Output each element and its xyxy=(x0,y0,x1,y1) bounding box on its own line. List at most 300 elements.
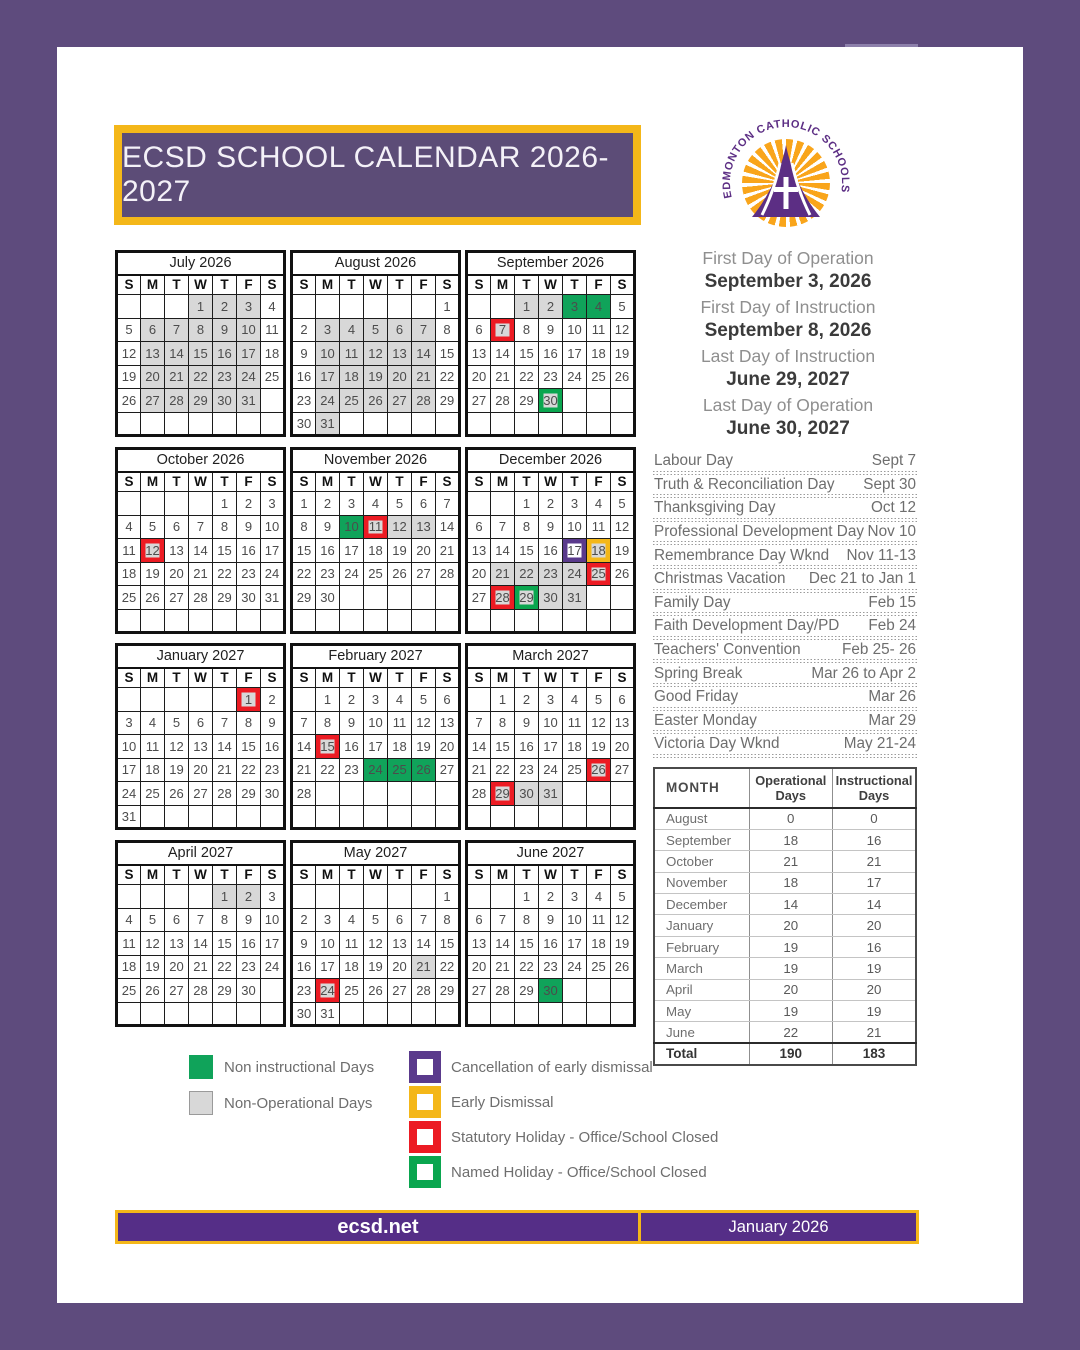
day-cell: 11 xyxy=(117,932,141,956)
day-cell xyxy=(515,1002,539,1026)
day-cell: 17 xyxy=(316,365,340,389)
day-cell xyxy=(340,1002,364,1026)
day-cell: 6 xyxy=(611,688,635,712)
day-cell xyxy=(587,1002,611,1026)
day-cell: 22 xyxy=(491,758,515,782)
day-cell: 2 xyxy=(539,295,563,319)
month-title: November 2026 xyxy=(292,449,460,472)
day-cell: 22 xyxy=(515,955,539,979)
month-title: January 2027 xyxy=(117,645,285,668)
day-cell xyxy=(261,389,285,413)
day-cell: 20 xyxy=(467,955,491,979)
dow-header: T xyxy=(165,275,189,295)
holiday-date: Feb 25- 26 xyxy=(842,641,916,659)
day-cell: 3 xyxy=(237,295,261,319)
day-cell: 28 xyxy=(467,782,491,806)
day-cell: 1 xyxy=(316,688,340,712)
day-cell: 25 xyxy=(587,562,611,586)
holiday-name: Easter Monday xyxy=(654,711,757,729)
dow-header: S xyxy=(261,865,285,885)
days-table-cell: 20 xyxy=(749,915,833,936)
day-cell xyxy=(189,885,213,909)
day-cell xyxy=(237,609,261,633)
day-cell: 13 xyxy=(141,342,165,366)
day-cell: 28 xyxy=(292,782,316,806)
dow-header: S xyxy=(467,668,491,688)
day-cell: 6 xyxy=(165,515,189,539)
day-cell: 4 xyxy=(388,688,412,712)
day-cell: 19 xyxy=(141,955,165,979)
days-table-cell: 190 xyxy=(749,1043,833,1064)
day-cell xyxy=(563,389,587,413)
day-cell: 4 xyxy=(117,908,141,932)
day-cell: 2 xyxy=(213,295,237,319)
dow-header: F xyxy=(412,668,436,688)
day-cell: 3 xyxy=(563,885,587,909)
day-cell: 28 xyxy=(412,979,436,1003)
day-cell xyxy=(237,805,261,829)
day-cell: 17 xyxy=(237,342,261,366)
day-cell xyxy=(364,1002,388,1026)
day-cell: 22 xyxy=(292,562,316,586)
day-cell xyxy=(436,609,460,633)
day-cell: 31 xyxy=(117,805,141,829)
day-cell: 19 xyxy=(364,955,388,979)
day-cell: 18 xyxy=(117,955,141,979)
day-cell xyxy=(467,805,491,829)
day-cell: 1 xyxy=(515,885,539,909)
day-cell: 5 xyxy=(117,318,141,342)
day-cell: 7 xyxy=(189,908,213,932)
page-edge-artifact xyxy=(845,44,918,47)
dow-header: S xyxy=(117,472,141,492)
day-cell: 17 xyxy=(563,342,587,366)
day-cell xyxy=(412,782,436,806)
day-cell: 20 xyxy=(388,955,412,979)
dow-header: T xyxy=(213,865,237,885)
day-cell xyxy=(189,412,213,436)
day-cell: 15 xyxy=(515,342,539,366)
day-cell: 11 xyxy=(587,318,611,342)
dow-header: W xyxy=(189,668,213,688)
day-cell: 29 xyxy=(436,979,460,1003)
day-cell xyxy=(213,805,237,829)
month-calendar xyxy=(290,643,461,830)
day-cell xyxy=(316,885,340,909)
day-cell xyxy=(141,295,165,319)
dow-header: F xyxy=(587,472,611,492)
dow-header: S xyxy=(117,668,141,688)
dow-header: M xyxy=(491,275,515,295)
dow-header: T xyxy=(388,865,412,885)
day-cell xyxy=(412,609,436,633)
footer-site-section xyxy=(118,1213,638,1241)
day-cell xyxy=(189,688,213,712)
day-cell: 13 xyxy=(467,342,491,366)
day-cell xyxy=(165,805,189,829)
day-cell xyxy=(587,782,611,806)
day-cell: 9 xyxy=(539,908,563,932)
day-cell: 8 xyxy=(316,711,340,735)
day-cell: 4 xyxy=(364,492,388,516)
dow-header: M xyxy=(141,275,165,295)
month-calendar xyxy=(115,250,286,437)
day-cell: 25 xyxy=(141,782,165,806)
day-cell: 19 xyxy=(611,932,635,956)
dow-header: F xyxy=(587,865,611,885)
day-cell xyxy=(261,609,285,633)
day-cell: 4 xyxy=(587,492,611,516)
legend-item xyxy=(409,1156,718,1188)
month-title: May 2027 xyxy=(292,842,460,865)
dow-header: T xyxy=(340,668,364,688)
day-cell: 1 xyxy=(213,885,237,909)
day-cell: 22 xyxy=(436,955,460,979)
month-title: February 2027 xyxy=(292,645,460,668)
day-cell xyxy=(340,295,364,319)
day-cell: 5 xyxy=(141,908,165,932)
day-cell xyxy=(189,609,213,633)
dow-header: T xyxy=(388,472,412,492)
holiday-date: Oct 12 xyxy=(870,499,916,517)
holiday-date: Mar 29 xyxy=(868,711,916,729)
day-cell: 5 xyxy=(141,515,165,539)
day-cell xyxy=(165,609,189,633)
day-cell xyxy=(237,412,261,436)
days-table-row xyxy=(654,979,916,1000)
day-cell: 3 xyxy=(316,318,340,342)
day-cell: 9 xyxy=(292,342,316,366)
days-table-cell: 17 xyxy=(833,872,917,893)
key-date-label: First Day of Instruction xyxy=(700,297,876,317)
day-cell: 6 xyxy=(467,318,491,342)
day-cell: 21 xyxy=(412,955,436,979)
month-title: August 2026 xyxy=(292,252,460,275)
dow-header: S xyxy=(292,472,316,492)
day-cell xyxy=(292,295,316,319)
footer-date-section xyxy=(641,1213,916,1241)
day-cell: 30 xyxy=(292,412,316,436)
legend-swatch-outline-gold xyxy=(409,1086,441,1118)
day-cell: 17 xyxy=(117,758,141,782)
day-cell xyxy=(388,609,412,633)
month-calendar xyxy=(465,447,636,634)
dow-header: S xyxy=(611,472,635,492)
day-cell xyxy=(117,688,141,712)
dow-header: W xyxy=(364,472,388,492)
day-cell xyxy=(364,782,388,806)
day-cell: 11 xyxy=(587,908,611,932)
days-table-cell: March xyxy=(654,958,749,979)
day-cell: 19 xyxy=(412,735,436,759)
days-table-cell: October xyxy=(654,851,749,872)
day-cell: 5 xyxy=(611,492,635,516)
month-calendar xyxy=(465,840,636,1027)
dow-header: M xyxy=(316,275,340,295)
holiday-name: Faith Development Day/PD xyxy=(654,617,840,635)
holiday-date: Dec 21 to Jan 1 xyxy=(808,570,916,588)
day-cell: 29 xyxy=(491,782,515,806)
day-cell: 16 xyxy=(515,735,539,759)
day-cell: 30 xyxy=(539,586,563,610)
day-cell: 17 xyxy=(316,955,340,979)
day-cell: 26 xyxy=(388,562,412,586)
day-cell: 2 xyxy=(340,688,364,712)
days-table-header: MONTH xyxy=(654,768,749,808)
dow-header: T xyxy=(515,275,539,295)
day-cell: 11 xyxy=(587,515,611,539)
day-cell: 3 xyxy=(539,688,563,712)
day-cell: 17 xyxy=(539,735,563,759)
day-cell: 27 xyxy=(412,562,436,586)
day-cell xyxy=(117,1002,141,1026)
day-cell: 17 xyxy=(364,735,388,759)
day-cell: 12 xyxy=(141,932,165,956)
days-table-cell: Total xyxy=(654,1043,749,1064)
days-table-cell: August xyxy=(654,808,749,829)
holiday-name: Remembrance Day Wknd xyxy=(654,546,830,564)
key-date-value: June 29, 2027 xyxy=(726,369,850,390)
day-cell xyxy=(515,805,539,829)
day-cell: 20 xyxy=(141,365,165,389)
key-date-value: September 3, 2026 xyxy=(704,271,872,292)
day-cell: 6 xyxy=(412,492,436,516)
day-cell: 21 xyxy=(491,365,515,389)
dow-header: T xyxy=(563,275,587,295)
day-cell: 21 xyxy=(491,955,515,979)
day-cell: 16 xyxy=(213,342,237,366)
day-cell: 22 xyxy=(515,365,539,389)
day-cell: 10 xyxy=(364,711,388,735)
ecsd-logo xyxy=(720,111,852,245)
days-table-cell: 183 xyxy=(833,1043,917,1064)
day-cell: 29 xyxy=(237,782,261,806)
day-cell: 14 xyxy=(436,515,460,539)
day-cell: 25 xyxy=(117,586,141,610)
dow-header: F xyxy=(412,472,436,492)
day-cell: 8 xyxy=(515,318,539,342)
days-table-cell: May xyxy=(654,1001,749,1022)
day-cell: 28 xyxy=(165,389,189,413)
day-cell: 10 xyxy=(563,318,587,342)
day-cell: 16 xyxy=(539,539,563,563)
dow-header: F xyxy=(237,865,261,885)
day-cell: 31 xyxy=(563,586,587,610)
holiday-name: Professional Development Day xyxy=(654,523,865,541)
day-cell xyxy=(491,295,515,319)
legend-label: Non-Operational Days xyxy=(224,1094,373,1112)
day-cell xyxy=(491,1002,515,1026)
days-table-cell: 19 xyxy=(749,936,833,957)
day-cell: 24 xyxy=(261,955,285,979)
day-cell: 12 xyxy=(388,515,412,539)
day-cell: 30 xyxy=(316,586,340,610)
days-table-cell: November xyxy=(654,872,749,893)
month-calendar xyxy=(465,250,636,437)
day-cell: 21 xyxy=(189,955,213,979)
day-cell xyxy=(611,805,635,829)
dow-header: S xyxy=(467,275,491,295)
day-cell xyxy=(117,295,141,319)
day-cell: 18 xyxy=(117,562,141,586)
day-cell: 12 xyxy=(611,318,635,342)
day-cell: 18 xyxy=(141,758,165,782)
day-cell xyxy=(539,805,563,829)
day-cell: 25 xyxy=(261,365,285,389)
day-cell xyxy=(563,412,587,436)
day-cell xyxy=(611,412,635,436)
day-cell: 13 xyxy=(467,932,491,956)
day-cell xyxy=(388,295,412,319)
day-cell xyxy=(436,412,460,436)
day-cell: 22 xyxy=(316,758,340,782)
day-cell: 31 xyxy=(237,389,261,413)
dow-header: S xyxy=(292,668,316,688)
day-cell: 28 xyxy=(213,782,237,806)
day-cell: 13 xyxy=(611,711,635,735)
day-cell: 3 xyxy=(261,885,285,909)
day-cell: 30 xyxy=(237,586,261,610)
day-cell: 27 xyxy=(467,979,491,1003)
day-cell xyxy=(213,609,237,633)
day-cell xyxy=(261,979,285,1003)
dow-header: S xyxy=(117,275,141,295)
dow-header: W xyxy=(364,275,388,295)
holiday-name: Spring Break xyxy=(654,664,743,682)
day-cell: 18 xyxy=(340,955,364,979)
dow-header: F xyxy=(412,865,436,885)
day-cell: 7 xyxy=(189,515,213,539)
day-cell xyxy=(117,492,141,516)
day-cell xyxy=(388,805,412,829)
day-cell xyxy=(388,412,412,436)
day-cell: 27 xyxy=(165,586,189,610)
day-cell xyxy=(539,609,563,633)
holiday-name: Victoria Day Wknd xyxy=(654,735,780,753)
day-cell xyxy=(563,1002,587,1026)
day-cell: 4 xyxy=(261,295,285,319)
day-cell xyxy=(141,805,165,829)
month-title: June 2027 xyxy=(467,842,635,865)
days-table-cell: September xyxy=(654,829,749,850)
day-cell: 23 xyxy=(213,365,237,389)
day-cell: 16 xyxy=(237,539,261,563)
day-cell: 31 xyxy=(316,412,340,436)
day-cell: 15 xyxy=(436,342,460,366)
day-cell xyxy=(436,1002,460,1026)
day-cell: 9 xyxy=(237,515,261,539)
day-cell: 15 xyxy=(436,932,460,956)
day-cell: 17 xyxy=(340,539,364,563)
legend-swatch-fill-gray xyxy=(189,1091,213,1115)
day-cell: 30 xyxy=(539,979,563,1003)
dow-header: W xyxy=(189,472,213,492)
dow-header: T xyxy=(340,275,364,295)
day-cell xyxy=(587,389,611,413)
day-cell: 26 xyxy=(587,758,611,782)
holiday-date: Nov 11-13 xyxy=(846,546,916,564)
day-cell: 10 xyxy=(316,342,340,366)
day-cell: 3 xyxy=(261,492,285,516)
day-cell: 23 xyxy=(515,758,539,782)
dow-header: T xyxy=(165,472,189,492)
day-cell xyxy=(261,412,285,436)
dow-header: W xyxy=(364,865,388,885)
day-cell: 13 xyxy=(189,735,213,759)
day-cell: 13 xyxy=(467,539,491,563)
day-cell xyxy=(611,609,635,633)
day-cell: 26 xyxy=(165,782,189,806)
day-cell: 9 xyxy=(237,908,261,932)
days-table-cell: 16 xyxy=(833,936,917,957)
day-cell: 5 xyxy=(364,908,388,932)
holiday-row xyxy=(653,451,917,475)
day-cell xyxy=(388,1002,412,1026)
days-table-row xyxy=(654,915,916,936)
holiday-name: Truth & Reconciliation Day xyxy=(654,475,835,493)
day-cell: 9 xyxy=(340,711,364,735)
day-cell xyxy=(436,782,460,806)
day-cell: 24 xyxy=(316,389,340,413)
holiday-date: May 21-24 xyxy=(843,735,916,753)
day-cell xyxy=(587,979,611,1003)
day-cell: 27 xyxy=(467,389,491,413)
holiday-row xyxy=(653,687,917,711)
legend-label: Non instructional Days xyxy=(224,1058,375,1076)
day-cell: 3 xyxy=(117,711,141,735)
legend-swatch-outline-red xyxy=(409,1121,441,1153)
day-cell: 25 xyxy=(340,979,364,1003)
key-date-value: June 30, 2027 xyxy=(726,418,850,439)
day-cell: 26 xyxy=(141,586,165,610)
legend-right xyxy=(409,1051,718,1191)
key-date xyxy=(638,247,938,294)
day-cell: 15 xyxy=(491,735,515,759)
day-cell xyxy=(340,885,364,909)
day-cell: 23 xyxy=(539,365,563,389)
day-cell: 5 xyxy=(611,295,635,319)
day-cell: 13 xyxy=(436,711,460,735)
day-cell xyxy=(340,586,364,610)
day-cell: 29 xyxy=(213,979,237,1003)
month-calendar xyxy=(115,447,286,634)
day-cell: 11 xyxy=(388,711,412,735)
day-cell: 27 xyxy=(467,586,491,610)
holiday-row xyxy=(653,640,917,664)
day-cell: 9 xyxy=(213,318,237,342)
day-cell xyxy=(165,1002,189,1026)
days-table-cell: 18 xyxy=(749,829,833,850)
days-table-cell: 19 xyxy=(749,1001,833,1022)
day-cell xyxy=(141,1002,165,1026)
day-cell xyxy=(563,782,587,806)
day-cell xyxy=(364,609,388,633)
day-cell: 2 xyxy=(316,492,340,516)
holiday-date: Feb 15 xyxy=(868,593,916,611)
legend-swatch-fill-green xyxy=(189,1055,213,1079)
day-cell: 25 xyxy=(117,979,141,1003)
day-cell: 7 xyxy=(412,318,436,342)
day-cell: 14 xyxy=(491,932,515,956)
days-table-cell: December xyxy=(654,894,749,915)
logo-arc-text: EDMONTON CATHOLIC SCHOOLS xyxy=(720,118,852,200)
day-cell xyxy=(587,412,611,436)
day-cell: 20 xyxy=(165,955,189,979)
day-cell: 14 xyxy=(213,735,237,759)
day-cell: 20 xyxy=(467,365,491,389)
holiday-row xyxy=(653,663,917,687)
day-cell: 22 xyxy=(213,955,237,979)
